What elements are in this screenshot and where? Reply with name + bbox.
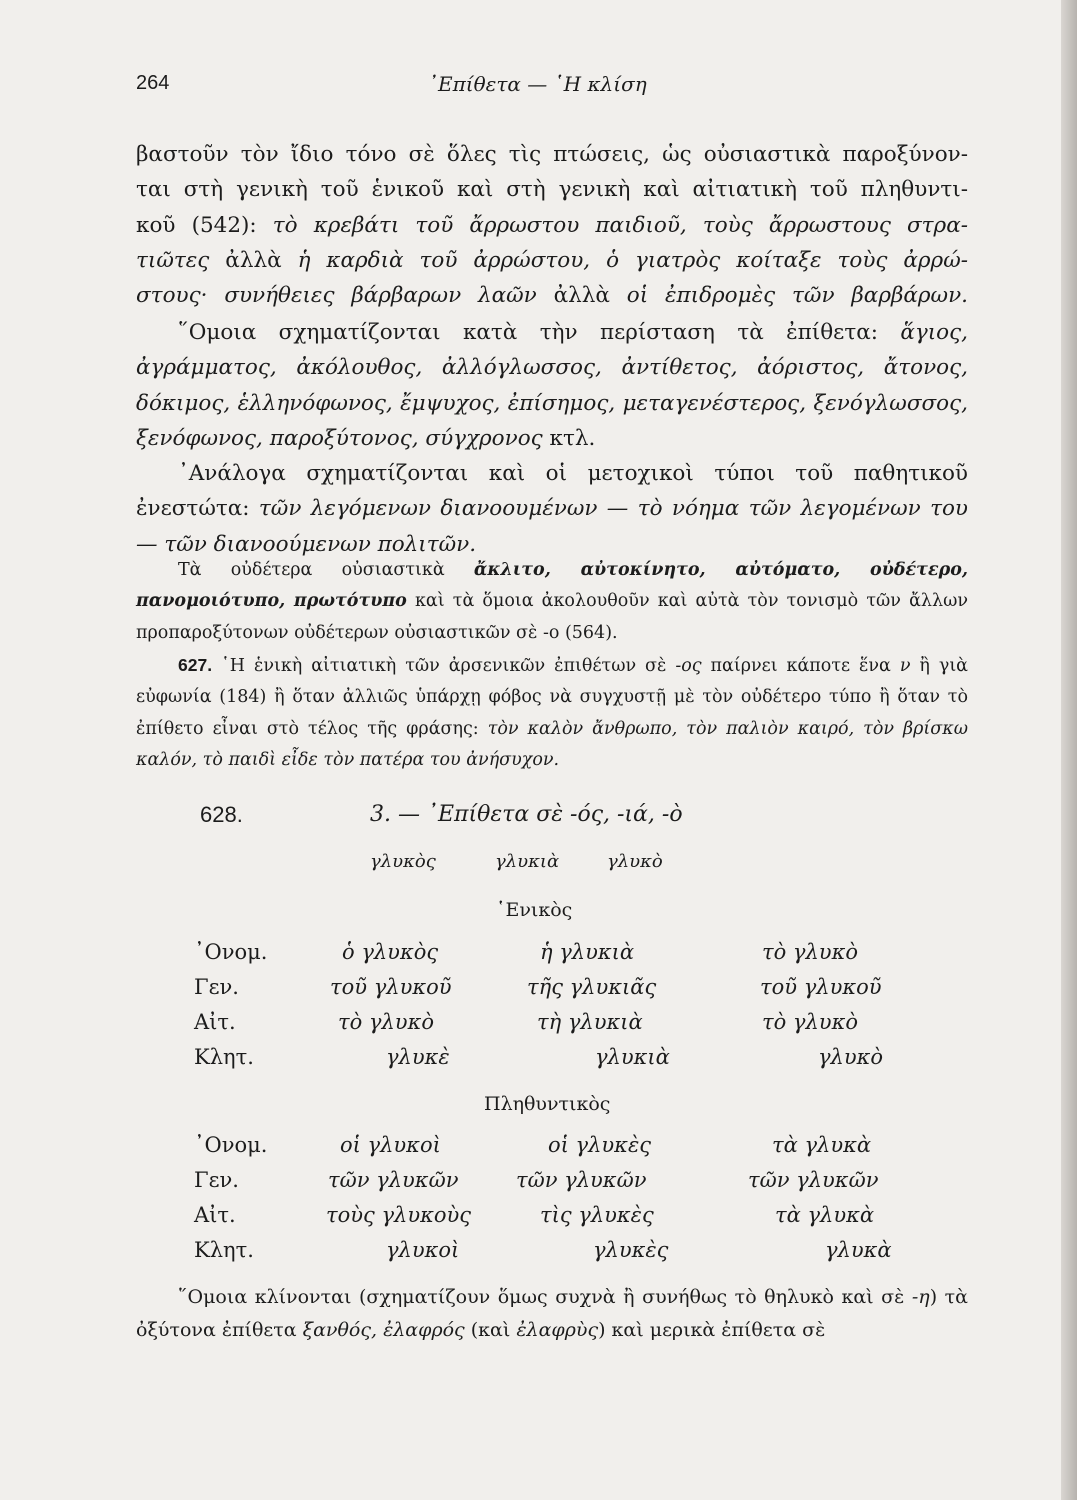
case-label: ᾿Ονομ.	[194, 1133, 268, 1157]
p5-text3: ἢ γιὰ εὐφωνία (184) ἢ ὅταν ἀλλιῶς ὑπάρχῃ φόβος νὰ συγχυστῇ μὲ τὸν οὐδέτερο τύπο ἢ ὅταν τὸ ἐπίθετο εἶναι στὸ τέλος τῆς φράσης:	[136, 656, 968, 739]
p1-line	[136, 172, 968, 207]
p2-intro: ῞Ομοια σχηματίζονται κατὰ τὴν περίσταση τὰ ἐπίθετα:	[178, 320, 901, 345]
p1-line	[136, 278, 968, 313]
p1-line3-example: τὸ κρεβάτι τοῦ ἄρρωστου παιδιοῦ, τοὺς ἄρρωστους στρα-	[272, 212, 968, 238]
p1-line5-mid: ἀλλὰ	[536, 283, 627, 309]
section-628-heading	[200, 802, 683, 828]
singular-label: ῾Ενικὸς	[496, 899, 573, 921]
page-header	[136, 72, 976, 102]
case-label: Γεν.	[194, 975, 239, 999]
masculine-form: τοὺς γλυκοὺς	[326, 1203, 472, 1227]
neuter-form: τὰ γλυκὰ	[775, 1203, 875, 1227]
neuter-form: τοῦ γλυκοῦ	[760, 975, 882, 999]
case-label: Αἰτ.	[194, 1203, 236, 1227]
feminine-form: τῶν γλυκῶν	[516, 1168, 647, 1192]
masculine-form: τῶν γλυκῶν	[328, 1168, 459, 1192]
p3-intro: ᾿Ανάλογα σχηματίζονται καὶ οἱ μετοχικοὶ τύποι τοῦ παθητικοῦ ἐνεστώτα:	[136, 461, 968, 522]
paragraph-1	[136, 137, 968, 313]
page-edge	[1061, 0, 1077, 1500]
p1-line3-pre: κοῦ (542):	[136, 212, 273, 238]
masculine-form: τὸ γλυκὸ	[338, 1010, 434, 1034]
feminine-form: τὶς γλυκὲς	[540, 1203, 654, 1227]
paragraph-627	[136, 650, 968, 777]
paragraph-4	[136, 555, 968, 649]
p4-examples: ἄκλιτο, αὐτοκίνητο, αὐτόματο, οὐδέτερο, πανομοιότυπο, πρωτότυπο	[136, 560, 968, 612]
feminine-form: γλυκιὰ	[595, 1045, 670, 1069]
p5-examples: τὸν καλὸν ἄνθρωπο, τὸν παλιὸν καιρό, τὸν βρίσκω καλόν, τὸ παιδὶ εἶδε τὸν πατέρα του ἀνήσυχον.	[136, 718, 968, 771]
masculine-form: τοῦ γλυκοῦ	[330, 975, 452, 999]
table-row	[0, 1133, 1077, 1165]
p1-line4-example2: ἡ καρδιὰ τοῦ ἀρρώστου, ὁ γιατρὸς κοίταξε τοὺς ἀρρώ-	[297, 247, 968, 273]
plural-label: Πληθυντικὸς	[484, 1093, 611, 1115]
p1-line	[136, 208, 968, 243]
case-label: ᾿Ονομ.	[194, 940, 268, 964]
footer-paragraph	[136, 1281, 968, 1347]
paragraph-3	[136, 456, 968, 562]
masculine-form: γλυκοὶ	[386, 1238, 460, 1262]
p1-line5-example2: οἱ ἐπιδρομὲς τῶν βαρβάρων.	[626, 283, 968, 309]
p1-line	[136, 243, 968, 278]
footer-text4: ) καὶ μερικὰ ἐπίθετα σὲ	[598, 1319, 826, 1341]
neuter-form: γλυκὸ	[818, 1045, 884, 1069]
feminine-form: τὴ γλυκιὰ	[537, 1010, 643, 1034]
p5-text1: ῾Η ἑνικὴ αἰτιατικὴ τῶν ἀρσενικῶν ἐπιθέτων σὲ	[212, 656, 676, 676]
form-masculine: γλυκὸς	[370, 851, 436, 872]
footer-suffix: -η	[911, 1286, 930, 1308]
footer-example2: ἐλαφρὺς	[516, 1319, 599, 1341]
table-row	[0, 1045, 1077, 1077]
feminine-form: τῆς γλυκιᾶς	[527, 975, 657, 999]
feminine-form: γλυκὲς	[593, 1238, 669, 1262]
case-label: Γεν.	[194, 1168, 239, 1192]
section-number-628: 628.	[200, 802, 243, 827]
p1-line5-example: στους· συνήθειες βάρβαρων λαῶν	[136, 283, 537, 309]
table-row	[0, 1010, 1077, 1042]
p5-suffix: -ος	[675, 656, 702, 676]
section-628-title: 3. — ᾿Επίθετα σὲ -ός, -ιά, -ὸ	[370, 802, 683, 827]
footer-text3: (καὶ	[464, 1319, 517, 1341]
form-feminine: γλυκιὰ	[495, 851, 560, 872]
form-neuter: γλυκὸ	[607, 851, 663, 872]
feminine-form: ἡ γλυκιὰ	[540, 940, 635, 964]
masculine-form: γλυκὲ	[386, 1045, 450, 1069]
table-row	[0, 1168, 1077, 1200]
p4-tail: καὶ τὰ ὅμοια ἀκολουθοῦν καὶ αὐτὰ τὸν τονισμὸ τῶν ἄλλων προπαροξύτονων οὐδέτερων οὐσιαστικῶν σὲ -ο (564).	[136, 591, 968, 643]
p2-tail: κτλ.	[542, 425, 596, 451]
table-row	[0, 1238, 1077, 1270]
p1-line4-example: τιῶτες	[136, 247, 210, 273]
p1-line	[136, 137, 968, 172]
page-number: 264	[136, 72, 170, 94]
masculine-form: οἱ γλυκοὶ	[340, 1133, 441, 1157]
neuter-form: τὰ γλυκὰ	[772, 1133, 872, 1157]
footer-example1: ξανθός, ἐλαφρός	[302, 1319, 465, 1341]
table-row	[0, 1203, 1077, 1235]
running-head: ᾿Επίθετα — ῾Η κλίση	[428, 72, 647, 96]
p2-examples: ἅγιος, ἀγράμματος, ἀκόλουθος, ἀλλόγλωσσος, ἀντίθετος, ἀόριστος, ἄτονος, δόκιμος, ἑλληνόφωνος, ἔμψυχος, ἐπίσημος, μεταγενέστερος, ξενόγλωσσος, ξενόφωνος, παροξύτονος, σύγχρονος	[136, 320, 968, 451]
paragraph-2	[136, 315, 968, 456]
p5-text2: παίρνει κάποτε ἕνα	[701, 656, 900, 676]
neuter-form: γλυκὰ	[825, 1238, 892, 1262]
case-label: Αἰτ.	[194, 1010, 236, 1034]
p4-intro: Τὰ οὐδέτερα οὐσιαστικὰ	[178, 560, 474, 580]
p1-line2: ται στὴ γενικὴ τοῦ ἑνικοῦ καὶ στὴ γενικὴ καὶ αἰτιατικὴ τοῦ πληθυντι-	[136, 177, 968, 203]
masculine-form: ὁ γλυκὸς	[342, 940, 439, 964]
table-row	[0, 975, 1077, 1007]
neuter-form: τὸ γλυκὸ	[762, 1010, 858, 1034]
p5-nu: ν	[899, 656, 911, 676]
footer-text2: ) τὰ ὀξύτονα ἐπίθετα	[136, 1286, 969, 1341]
section-number-627: 627.	[178, 655, 213, 675]
footer-text1: ῞Ομοια κλίνονται (σχηματίζουν ὅμως συχνὰ ἢ συνήθως τὸ θηλυκὸ καὶ σὲ	[178, 1286, 912, 1308]
table-row	[0, 940, 1077, 972]
neuter-form: τῶν γλυκῶν	[748, 1168, 879, 1192]
feminine-form: οἱ γλυκὲς	[548, 1133, 651, 1157]
p1-line1: βαστοῦν τὸν ἴδιο τόνο σὲ ὅλες τὶς πτώσεις, ὡς οὐσιαστικὰ παροξύνον-	[136, 142, 968, 167]
case-label: Κλητ.	[194, 1238, 254, 1262]
neuter-form: τὸ γλυκὸ	[762, 940, 858, 964]
p3-examples: τῶν λεγόμενων διανοουμένων — τὸ νόημα τῶν λεγομένων του — τῶν διανοούμενων πολιτῶν.	[136, 496, 969, 557]
case-label: Κλητ.	[194, 1045, 254, 1069]
p1-line4-mid: ἀλλὰ	[209, 247, 298, 273]
